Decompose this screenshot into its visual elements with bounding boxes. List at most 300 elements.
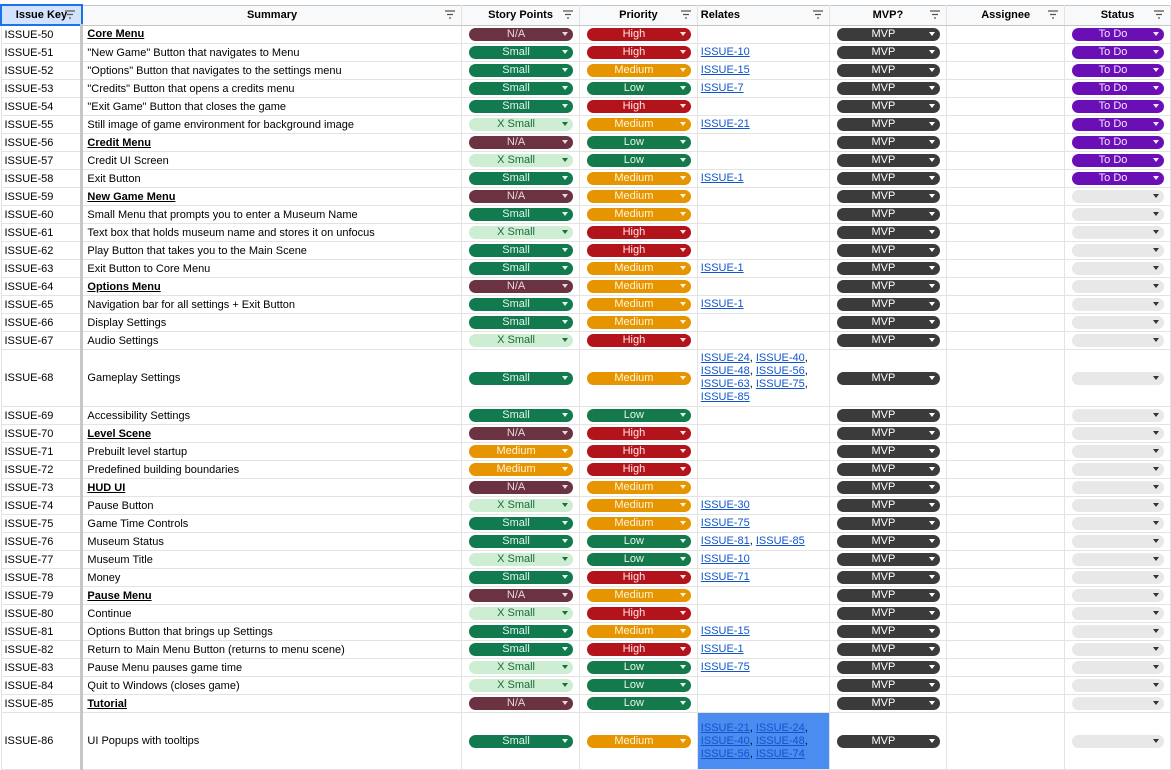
mvp-cell[interactable] [829,569,947,587]
priority-cell[interactable] [579,278,697,296]
header-summary[interactable]: Summary [82,5,462,25]
priority-dropdown[interactable] [587,28,691,41]
summary-cell[interactable]: Options Menu [82,278,462,296]
header-relates[interactable]: Relates [697,5,829,25]
issue-key-cell[interactable]: ISSUE-68 [1,350,82,407]
story-points-cell[interactable] [462,605,580,623]
priority-dropdown[interactable] [587,463,691,476]
relates-link[interactable]: ISSUE-24 [700,352,750,364]
priority-cell[interactable] [579,533,697,551]
status-cell[interactable] [1065,659,1171,677]
relates-cell[interactable] [697,605,829,623]
story-points-dropdown[interactable] [469,445,573,458]
story-points-dropdown[interactable] [469,372,573,385]
story-points-dropdown[interactable] [469,571,573,584]
story-points-dropdown[interactable] [469,463,573,476]
issue-key-cell[interactable]: ISSUE-71 [1,443,82,461]
status-dropdown[interactable] [1072,316,1164,329]
assignee-cell[interactable] [947,62,1065,80]
status-cell[interactable] [1065,623,1171,641]
mvp-cell[interactable] [829,425,947,443]
relates-link[interactable]: ISSUE-48 [755,734,805,747]
story-points-dropdown[interactable] [469,643,573,656]
priority-dropdown[interactable] [587,136,691,149]
status-dropdown[interactable] [1072,643,1164,656]
status-cell[interactable] [1065,695,1171,713]
status-cell[interactable] [1065,314,1171,332]
story-points-cell[interactable] [462,332,580,350]
status-dropdown[interactable] [1072,190,1164,203]
story-points-dropdown[interactable] [469,172,573,185]
assignee-cell[interactable] [947,116,1065,134]
relates-cell[interactable] [697,242,829,260]
priority-cell[interactable] [579,479,697,497]
mvp-dropdown[interactable] [837,535,941,548]
assignee-cell[interactable] [947,551,1065,569]
assignee-cell[interactable] [947,242,1065,260]
priority-dropdown[interactable] [587,427,691,440]
relates-cell[interactable] [697,659,829,677]
priority-dropdown[interactable] [587,372,691,385]
mvp-cell[interactable] [829,443,947,461]
relates-link[interactable]: ISSUE-71 [700,571,750,583]
priority-cell[interactable] [579,224,697,242]
relates-link[interactable]: ISSUE-81 [700,535,750,547]
story-points-dropdown[interactable] [469,517,573,530]
status-cell[interactable] [1065,407,1171,425]
summary-cell[interactable]: Exit Button to Core Menu [82,260,462,278]
issue-key-cell[interactable]: ISSUE-79 [1,587,82,605]
status-cell[interactable] [1065,278,1171,296]
priority-cell[interactable] [579,695,697,713]
assignee-cell[interactable] [947,569,1065,587]
status-dropdown[interactable] [1072,427,1164,440]
assignee-cell[interactable] [947,98,1065,116]
status-dropdown[interactable] [1072,118,1164,131]
summary-cell[interactable]: Prebuilt level startup [82,443,462,461]
relates-cell[interactable] [697,443,829,461]
issue-key-cell[interactable]: ISSUE-65 [1,296,82,314]
mvp-dropdown[interactable] [837,499,941,512]
priority-cell[interactable] [579,605,697,623]
story-points-dropdown[interactable] [469,679,573,692]
status-cell[interactable] [1065,98,1171,116]
relates-link[interactable]: ISSUE-48 [700,365,750,377]
story-points-cell[interactable] [462,296,580,314]
priority-dropdown[interactable] [587,316,691,329]
priority-cell[interactable] [579,713,697,770]
story-points-cell[interactable] [462,713,580,770]
story-points-dropdown[interactable] [469,625,573,638]
relates-cell[interactable] [697,80,829,98]
mvp-cell[interactable] [829,407,947,425]
summary-cell[interactable]: Credit Menu [82,134,462,152]
story-points-dropdown[interactable] [469,100,573,113]
status-cell[interactable] [1065,206,1171,224]
priority-cell[interactable] [579,62,697,80]
priority-cell[interactable] [579,407,697,425]
story-points-dropdown[interactable] [469,262,573,275]
header-story-points[interactable]: Story Points [462,5,580,25]
priority-cell[interactable] [579,623,697,641]
priority-dropdown[interactable] [587,607,691,620]
assignee-cell[interactable] [947,80,1065,98]
priority-dropdown[interactable] [587,280,691,293]
status-dropdown[interactable] [1072,172,1164,185]
relates-cell[interactable] [697,407,829,425]
summary-cell[interactable]: "New Game" Button that navigates to Menu [82,44,462,62]
priority-dropdown[interactable] [587,64,691,77]
issue-key-cell[interactable]: ISSUE-63 [1,260,82,278]
status-cell[interactable] [1065,533,1171,551]
priority-dropdown[interactable] [587,697,691,710]
status-cell[interactable] [1065,713,1171,770]
filter-icon[interactable] [1048,10,1058,19]
status-cell[interactable] [1065,260,1171,278]
priority-cell[interactable] [579,443,697,461]
assignee-cell[interactable] [947,188,1065,206]
story-points-dropdown[interactable] [469,316,573,329]
story-points-cell[interactable] [462,461,580,479]
header-priority[interactable]: Priority [579,5,697,25]
story-points-cell[interactable] [462,695,580,713]
priority-dropdown[interactable] [587,535,691,548]
priority-cell[interactable] [579,170,697,188]
summary-cell[interactable]: Museum Title [82,551,462,569]
relates-cell[interactable] [697,515,829,533]
mvp-dropdown[interactable] [837,208,941,221]
mvp-cell[interactable] [829,152,947,170]
status-dropdown[interactable] [1072,82,1164,95]
story-points-cell[interactable] [462,443,580,461]
relates-link[interactable]: ISSUE-1 [700,262,744,274]
issue-key-cell[interactable]: ISSUE-75 [1,515,82,533]
mvp-dropdown[interactable] [837,517,941,530]
mvp-dropdown[interactable] [837,735,941,748]
story-points-dropdown[interactable] [469,136,573,149]
summary-cell[interactable]: Return to Main Menu Button (returns to menu scene) [82,641,462,659]
story-points-cell[interactable] [462,116,580,134]
priority-cell[interactable] [579,425,697,443]
mvp-cell[interactable] [829,350,947,407]
assignee-cell[interactable] [947,224,1065,242]
priority-cell[interactable] [579,25,697,44]
mvp-dropdown[interactable] [837,463,941,476]
status-dropdown[interactable] [1072,481,1164,494]
priority-cell[interactable] [579,515,697,533]
summary-cell[interactable]: Core Menu [82,25,462,44]
relates-cell[interactable] [697,551,829,569]
priority-dropdown[interactable] [587,571,691,584]
priority-dropdown[interactable] [587,100,691,113]
assignee-cell[interactable] [947,461,1065,479]
mvp-cell[interactable] [829,332,947,350]
relates-cell[interactable]: ISSUE-24, ISSUE-40, ISSUE-48, ISSUE-56, ISSUE-63, ISSUE-75, ISSUE-85 [697,350,829,407]
mvp-cell[interactable] [829,260,947,278]
header-status[interactable]: Status [1065,5,1171,25]
summary-cell[interactable]: "Exit Game" Button that closes the game [82,98,462,116]
priority-dropdown[interactable] [587,643,691,656]
priority-cell[interactable] [579,497,697,515]
mvp-dropdown[interactable] [837,481,941,494]
issue-key-cell[interactable]: ISSUE-81 [1,623,82,641]
issue-key-cell[interactable]: ISSUE-82 [1,641,82,659]
mvp-cell[interactable] [829,641,947,659]
story-points-cell[interactable] [462,425,580,443]
priority-cell[interactable] [579,134,697,152]
summary-cell[interactable]: Gameplay Settings [82,350,462,407]
status-dropdown[interactable] [1072,409,1164,422]
priority-cell[interactable] [579,461,697,479]
header-assignee[interactable]: Assignee [947,5,1065,25]
priority-dropdown[interactable] [587,445,691,458]
issue-key-cell[interactable]: ISSUE-50 [1,25,82,44]
mvp-cell[interactable] [829,62,947,80]
summary-cell[interactable]: "Credits" Button that opens a credits menu [82,80,462,98]
assignee-cell[interactable] [947,206,1065,224]
story-points-cell[interactable] [462,62,580,80]
status-dropdown[interactable] [1072,46,1164,59]
status-cell[interactable] [1065,515,1171,533]
issue-key-cell[interactable]: ISSUE-86 [1,713,82,770]
assignee-cell[interactable] [947,260,1065,278]
priority-dropdown[interactable] [587,172,691,185]
priority-dropdown[interactable] [587,553,691,566]
story-points-dropdown[interactable] [469,226,573,239]
priority-cell[interactable] [579,659,697,677]
summary-cell[interactable]: Options Button that brings up Settings [82,623,462,641]
relates-cell[interactable] [697,479,829,497]
priority-cell[interactable] [579,551,697,569]
assignee-cell[interactable] [947,695,1065,713]
story-points-cell[interactable] [462,260,580,278]
summary-cell[interactable]: Tutorial [82,695,462,713]
story-points-dropdown[interactable] [469,697,573,710]
mvp-cell[interactable] [829,623,947,641]
summary-cell[interactable]: Game Time Controls [82,515,462,533]
mvp-dropdown[interactable] [837,445,941,458]
mvp-dropdown[interactable] [837,82,941,95]
status-cell[interactable] [1065,605,1171,623]
issue-key-cell[interactable]: ISSUE-73 [1,479,82,497]
relates-cell[interactable] [697,497,829,515]
relates-link[interactable]: ISSUE-1 [700,643,744,655]
issue-key-cell[interactable]: ISSUE-62 [1,242,82,260]
story-points-cell[interactable] [462,44,580,62]
relates-link[interactable]: ISSUE-15 [700,625,750,637]
relates-cell[interactable] [697,695,829,713]
priority-dropdown[interactable] [587,262,691,275]
relates-cell[interactable]: ISSUE-21, ISSUE-24, ISSUE-40, ISSUE-48, ISSUE-56, ISSUE-74 [697,713,829,770]
assignee-cell[interactable] [947,641,1065,659]
issue-key-cell[interactable]: ISSUE-70 [1,425,82,443]
relates-cell[interactable] [697,314,829,332]
priority-cell[interactable] [579,260,697,278]
mvp-cell[interactable] [829,605,947,623]
assignee-cell[interactable] [947,407,1065,425]
status-dropdown[interactable] [1072,100,1164,113]
status-cell[interactable] [1065,587,1171,605]
story-points-dropdown[interactable] [469,28,573,41]
status-dropdown[interactable] [1072,499,1164,512]
issue-key-cell[interactable]: ISSUE-51 [1,44,82,62]
status-cell[interactable] [1065,443,1171,461]
assignee-cell[interactable] [947,533,1065,551]
story-points-cell[interactable] [462,206,580,224]
priority-cell[interactable] [579,152,697,170]
status-cell[interactable] [1065,677,1171,695]
filter-icon[interactable] [65,10,75,19]
assignee-cell[interactable] [947,713,1065,770]
priority-dropdown[interactable] [587,82,691,95]
priority-dropdown[interactable] [587,625,691,638]
relates-link[interactable]: ISSUE-75 [700,661,750,673]
mvp-dropdown[interactable] [837,226,941,239]
assignee-cell[interactable] [947,677,1065,695]
mvp-cell[interactable] [829,170,947,188]
mvp-cell[interactable] [829,515,947,533]
mvp-dropdown[interactable] [837,372,941,385]
status-dropdown[interactable] [1072,735,1164,748]
issue-key-cell[interactable]: ISSUE-83 [1,659,82,677]
status-dropdown[interactable] [1072,226,1164,239]
mvp-cell[interactable] [829,188,947,206]
assignee-cell[interactable] [947,350,1065,407]
mvp-dropdown[interactable] [837,118,941,131]
story-points-cell[interactable] [462,533,580,551]
story-points-cell[interactable] [462,152,580,170]
priority-cell[interactable] [579,350,697,407]
mvp-dropdown[interactable] [837,589,941,602]
story-points-dropdown[interactable] [469,499,573,512]
relates-cell[interactable] [697,260,829,278]
issue-key-cell[interactable]: ISSUE-64 [1,278,82,296]
summary-cell[interactable]: Display Settings [82,314,462,332]
relates-link[interactable]: ISSUE-10 [700,46,750,58]
issue-key-cell[interactable]: ISSUE-84 [1,677,82,695]
story-points-dropdown[interactable] [469,481,573,494]
status-dropdown[interactable] [1072,679,1164,692]
story-points-dropdown[interactable] [469,409,573,422]
mvp-cell[interactable] [829,497,947,515]
relates-cell[interactable] [697,152,829,170]
status-dropdown[interactable] [1072,535,1164,548]
issue-key-cell[interactable]: ISSUE-69 [1,407,82,425]
story-points-dropdown[interactable] [469,427,573,440]
issue-key-cell[interactable]: ISSUE-67 [1,332,82,350]
relates-cell[interactable] [697,134,829,152]
priority-cell[interactable] [579,332,697,350]
assignee-cell[interactable] [947,497,1065,515]
story-points-dropdown[interactable] [469,64,573,77]
relates-cell[interactable] [697,425,829,443]
summary-cell[interactable]: New Game Menu [82,188,462,206]
status-dropdown[interactable] [1072,262,1164,275]
story-points-cell[interactable] [462,80,580,98]
summary-cell[interactable]: Small Menu that prompts you to enter a Museum Name [82,206,462,224]
priority-dropdown[interactable] [587,298,691,311]
story-points-cell[interactable] [462,551,580,569]
mvp-dropdown[interactable] [837,28,941,41]
priority-dropdown[interactable] [587,190,691,203]
story-points-dropdown[interactable] [469,589,573,602]
status-cell[interactable] [1065,224,1171,242]
status-cell[interactable] [1065,425,1171,443]
assignee-cell[interactable] [947,44,1065,62]
assignee-cell[interactable] [947,332,1065,350]
status-dropdown[interactable] [1072,244,1164,257]
story-points-cell[interactable] [462,134,580,152]
summary-cell[interactable]: Pause Menu [82,587,462,605]
priority-cell[interactable] [579,641,697,659]
summary-cell[interactable]: Still image of game environment for background image [82,116,462,134]
story-points-cell[interactable] [462,677,580,695]
issue-key-cell[interactable]: ISSUE-80 [1,605,82,623]
story-points-cell[interactable] [462,224,580,242]
mvp-dropdown[interactable] [837,298,941,311]
priority-cell[interactable] [579,80,697,98]
relates-cell[interactable] [697,62,829,80]
story-points-dropdown[interactable] [469,535,573,548]
relates-link[interactable]: ISSUE-75 [755,378,805,390]
mvp-dropdown[interactable] [837,172,941,185]
story-points-dropdown[interactable] [469,280,573,293]
filter-icon[interactable] [563,10,573,19]
filter-icon[interactable] [1154,10,1164,19]
status-dropdown[interactable] [1072,136,1164,149]
summary-cell[interactable]: HUD UI [82,479,462,497]
assignee-cell[interactable] [947,605,1065,623]
assignee-cell[interactable] [947,170,1065,188]
mvp-cell[interactable] [829,80,947,98]
summary-cell[interactable]: Exit Button [82,170,462,188]
priority-dropdown[interactable] [587,661,691,674]
relates-link[interactable]: ISSUE-30 [700,499,750,511]
relates-cell[interactable] [697,677,829,695]
issue-key-cell[interactable]: ISSUE-66 [1,314,82,332]
mvp-cell[interactable] [829,116,947,134]
story-points-cell[interactable] [462,515,580,533]
status-cell[interactable] [1065,44,1171,62]
status-cell[interactable] [1065,152,1171,170]
relates-link[interactable]: ISSUE-74 [755,747,805,760]
priority-cell[interactable] [579,188,697,206]
filter-icon[interactable] [445,10,455,19]
assignee-cell[interactable] [947,659,1065,677]
mvp-cell[interactable] [829,242,947,260]
relates-link[interactable]: ISSUE-24 [755,721,805,734]
issue-key-cell[interactable]: ISSUE-59 [1,188,82,206]
story-points-cell[interactable] [462,407,580,425]
status-cell[interactable] [1065,80,1171,98]
mvp-dropdown[interactable] [837,190,941,203]
priority-dropdown[interactable] [587,46,691,59]
story-points-cell[interactable] [462,479,580,497]
priority-dropdown[interactable] [587,208,691,221]
status-dropdown[interactable] [1072,697,1164,710]
filter-icon[interactable] [681,10,691,19]
priority-cell[interactable] [579,587,697,605]
relates-link[interactable]: ISSUE-15 [700,64,750,76]
mvp-dropdown[interactable] [837,553,941,566]
issue-key-cell[interactable]: ISSUE-60 [1,206,82,224]
priority-dropdown[interactable] [587,409,691,422]
status-dropdown[interactable] [1072,607,1164,620]
status-cell[interactable] [1065,461,1171,479]
mvp-cell[interactable] [829,278,947,296]
filter-icon[interactable] [813,10,823,19]
mvp-cell[interactable] [829,314,947,332]
